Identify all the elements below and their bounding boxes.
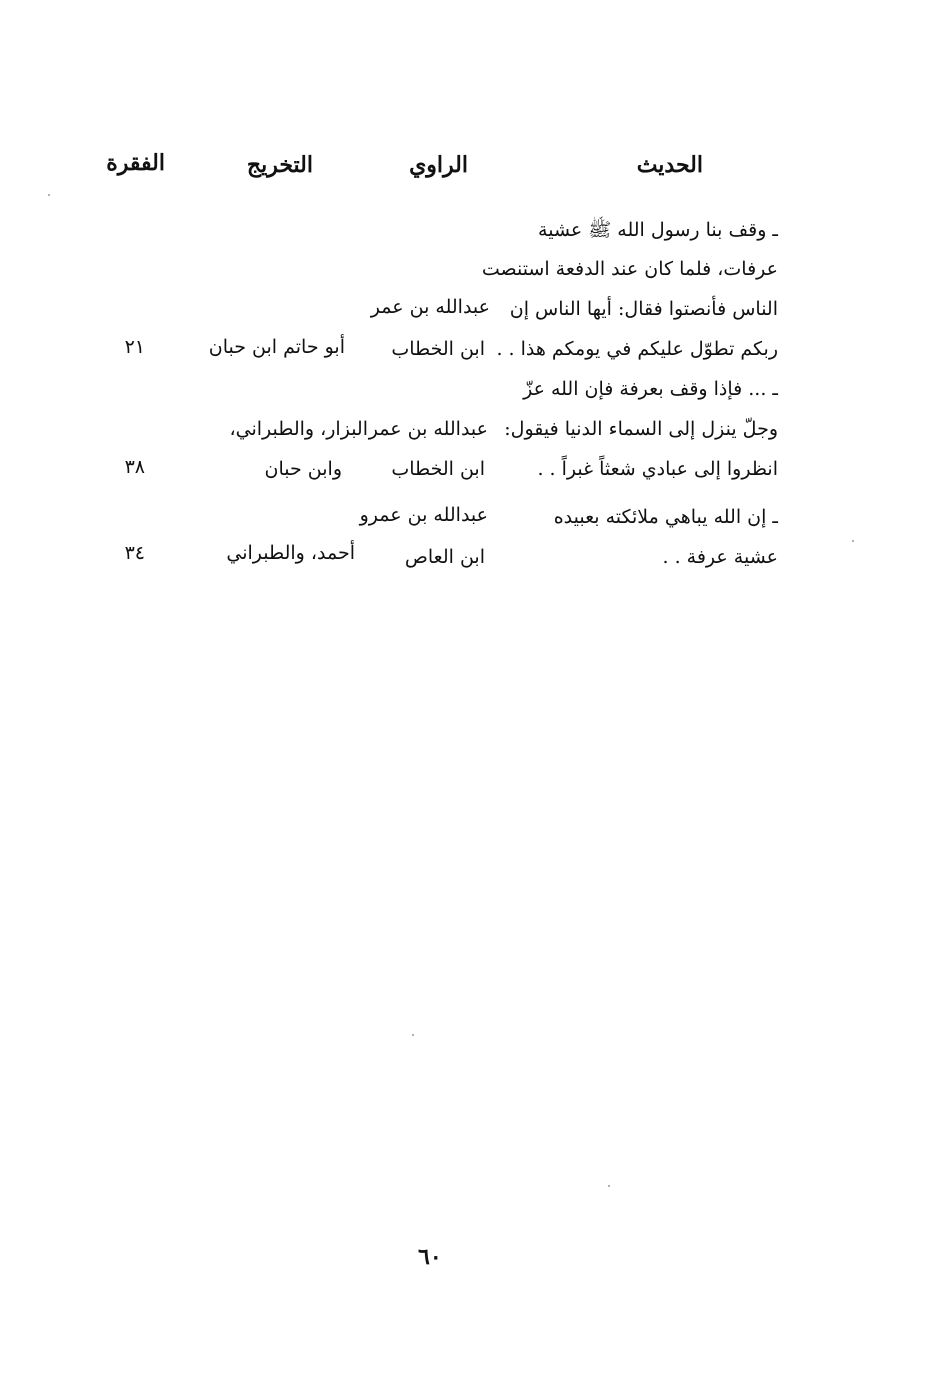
- header-narrator: الراوي: [409, 152, 468, 178]
- paragraph-number: ٣٤: [124, 542, 145, 564]
- hadith-line: عرفات، فلما كان عند الدفعة استنصت: [481, 258, 778, 280]
- hadith-line: ـ إن الله يباهي ملائكته بعبيده: [553, 506, 778, 528]
- header-hadith: الحديث: [636, 152, 703, 178]
- takhrij-line: البزار، والطبراني،: [229, 418, 368, 440]
- hadith-line: عشية عرفة . .: [662, 546, 778, 568]
- page-number: ٦٠: [418, 1244, 442, 1270]
- narrator-line: ابن الخطاب: [391, 338, 485, 360]
- hadith-line: ـ ... فإذا وقف بعرفة فإن الله عزّ: [523, 378, 778, 400]
- narrator-line: عبدالله بن عمرو: [359, 504, 488, 526]
- header-takhrij: التخريج: [246, 152, 313, 178]
- takhrij-text: أحمد، والطبراني: [226, 542, 355, 564]
- scan-speck: [48, 194, 50, 196]
- hadith-line: الناس فأنصتوا فقال: أيها الناس إن: [509, 298, 778, 320]
- narrator-line: عبدالله بن عمر: [370, 296, 490, 318]
- paragraph-number: ٢١: [124, 336, 145, 358]
- scan-speck: [412, 1034, 414, 1036]
- takhrij-text: أبو حاتم ابن حبان: [208, 336, 345, 358]
- header-paragraph: الفقرة: [106, 150, 165, 176]
- hadith-line: ربكم تطوّل عليكم في يومكم هذا . .: [496, 338, 778, 360]
- takhrij-line: وابن حبان: [264, 458, 342, 480]
- narrator-line: ابن الخطاب: [391, 458, 485, 480]
- paragraph-number: ٣٨: [124, 456, 145, 478]
- scan-speck: [852, 540, 854, 542]
- hadith-line: انظروا إلى عبادي شعثاً غبراً . .: [537, 458, 778, 480]
- narrator-line: ابن العاص: [404, 546, 485, 568]
- scan-speck: [608, 1185, 610, 1187]
- hadith-line: وجلّ ينزل إلى السماء الدنيا فيقول:: [504, 418, 778, 440]
- narrator-line: عبدالله بن عمر: [368, 418, 488, 440]
- hadith-line: ـ وقف بنا رسول الله ﷺ عشية: [538, 219, 778, 241]
